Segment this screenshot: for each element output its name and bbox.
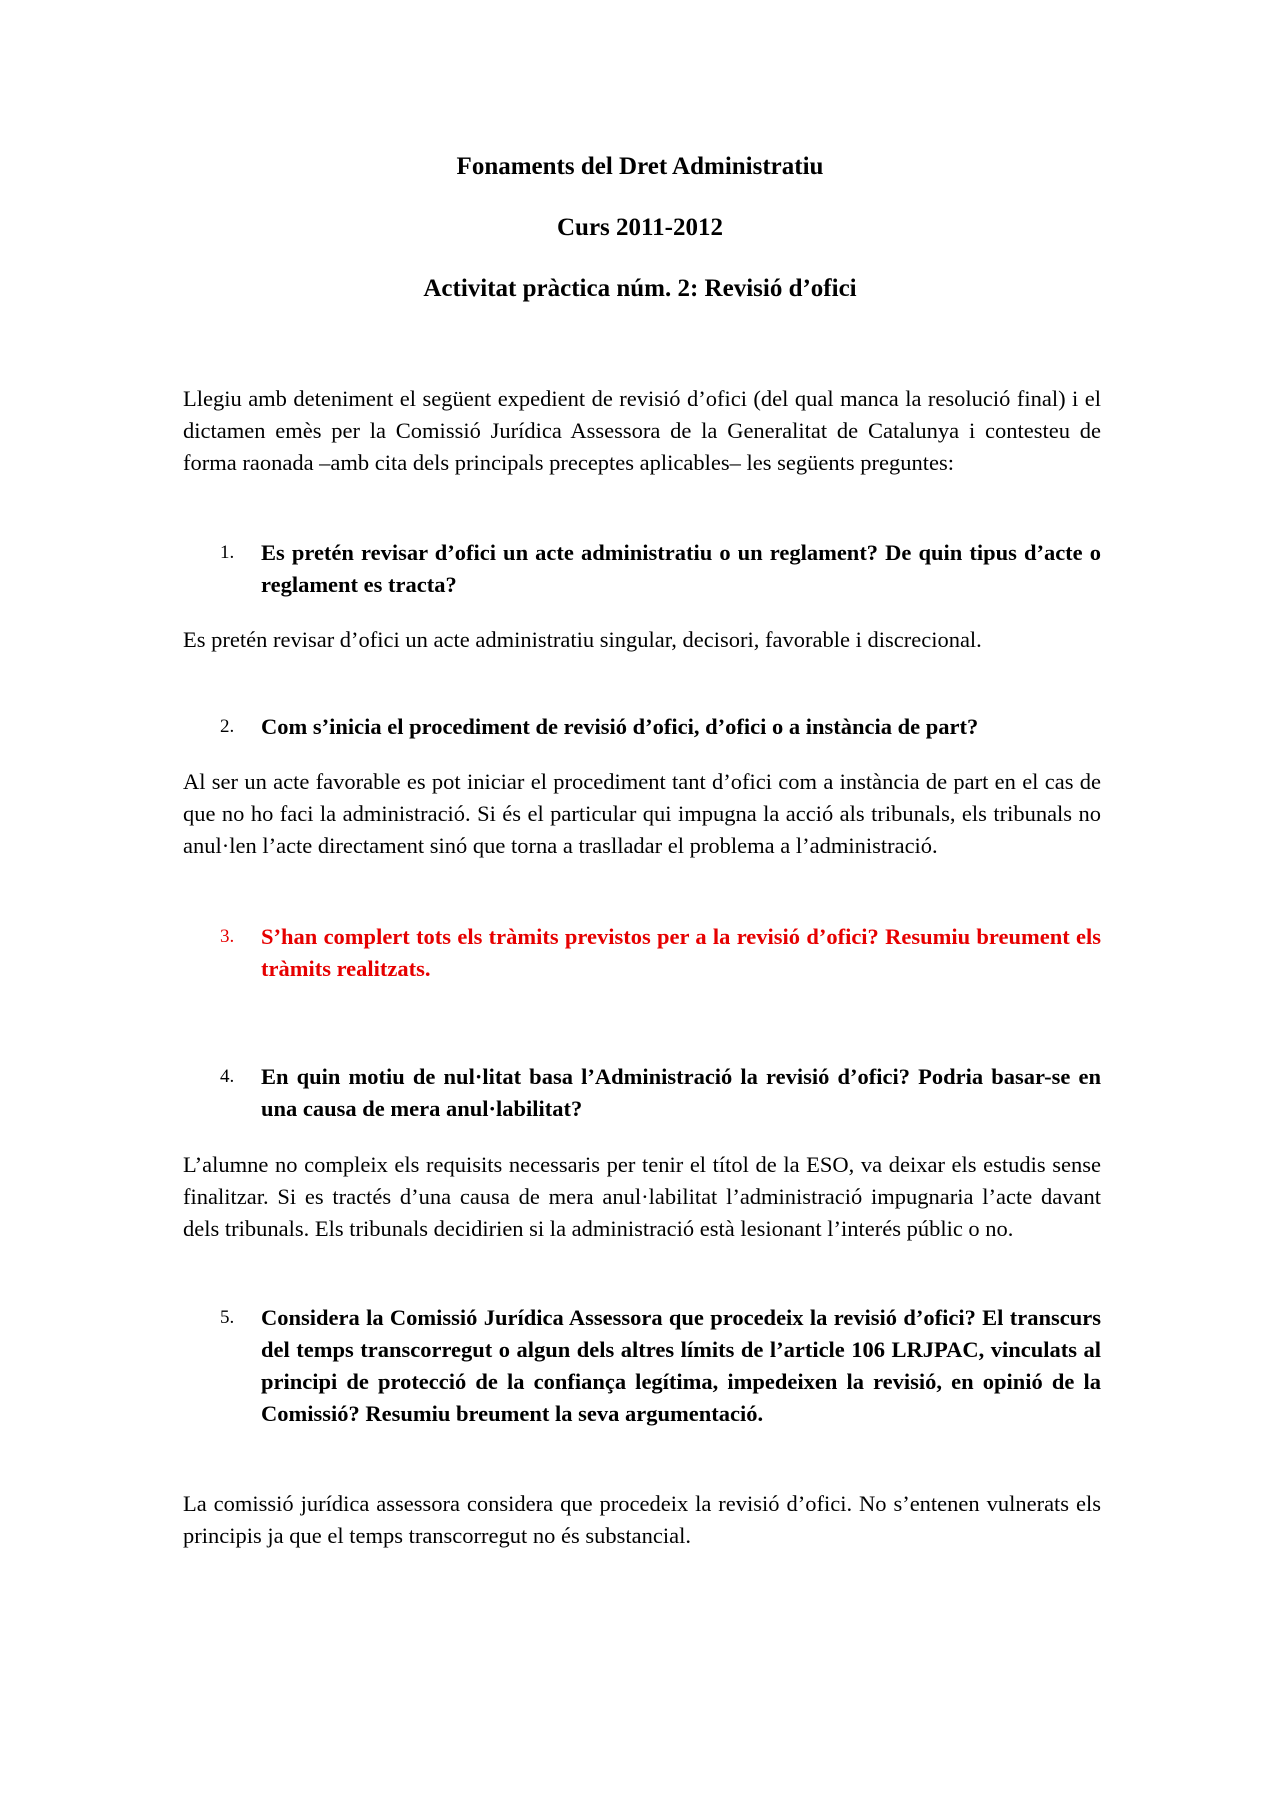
course-title: Fonaments del Dret Administratiu: [456, 153, 824, 180]
answer-4: L’alumne no compleix els requisits necessaris per tenir el títol de la ESO, va deixar els estudis sense finalitzar. Si es tractés d’una causa de mera anul·labilitat l’administració impugnaria l’acte davant dels tribunals. Els tribunals decidirien si la administració està lesionant l’interés públic o no.: [183, 1152, 1101, 1241]
question-1: [220, 537, 1101, 601]
question-number: 1.: [220, 542, 235, 563]
intro-paragraph: Llegiu amb deteniment el següent expedient de revisió d’ofici (del qual manca la resolució final) i el dictamen emès per la Comissió Jurídica Assessora de la Generalitat de Catalunya i contesteu de forma raonada –amb cita dels principals preceptes aplicables– les següents preguntes:: [183, 386, 1101, 475]
question-text: S’han complert tots els tràmits previstos per a la revisió d’ofici? Resumiu breument els tràmits realitzats.: [261, 924, 1101, 981]
question-number: 3.: [220, 926, 235, 947]
answer-5: La comissió jurídica assessora considera que procedeix la revisió d’ofici. No s’entenen vulnerats els principis ja que el temps transcorregut no és substancial.: [183, 1491, 1101, 1548]
question-5: [220, 1302, 1101, 1430]
question-2: [220, 711, 1101, 743]
question-text: En quin motiu de nul·litat basa l’Administració la revisió d’ofici? Podria basar-se en una causa de mera anul·labilitat?: [261, 1064, 1101, 1121]
answer-1: Es pretén revisar d’ofici un acte administratiu singular, decisori, favorable i discrecional.: [183, 627, 982, 652]
question-text: Com s’inicia el procediment de revisió d’ofici, d’ofici o a instància de part?: [261, 714, 979, 739]
question-text: Es pretén revisar d’ofici un acte administratiu o un reglament? De quin tipus d’acte o reglament es tracta?: [261, 540, 1101, 597]
activity-title: Activitat pràctica núm. 2: Revisió d’ofici: [423, 275, 857, 302]
question-number: 2.: [220, 716, 235, 737]
question-number: 4.: [220, 1066, 235, 1087]
question-3: [220, 921, 1101, 985]
question-text: Considera la Comissió Jurídica Assessora que procedeix la revisió d’ofici? El transcurs del temps transcorregut o algun dels altres límits de l’article 106 LRJPAC, vinculats al principi de protecció de la confiança legítima, impedeixen la revisió, en opinió de la Comissió? Resumiu breument la seva argumentació.: [261, 1305, 1101, 1426]
answer-2: Al ser un acte favorable es pot iniciar el procediment tant d’ofici com a instància de part en el cas de que no ho faci la administració. Si és el particular qui impugna la acció als tribunals, els tribunals no anul·len l’acte directament sinó que torna a traslladar el problema a l’administració.: [183, 769, 1101, 858]
question-number: 5.: [220, 1307, 235, 1328]
question-4: [220, 1061, 1101, 1125]
course-year: Curs 2011-2012: [557, 214, 723, 241]
